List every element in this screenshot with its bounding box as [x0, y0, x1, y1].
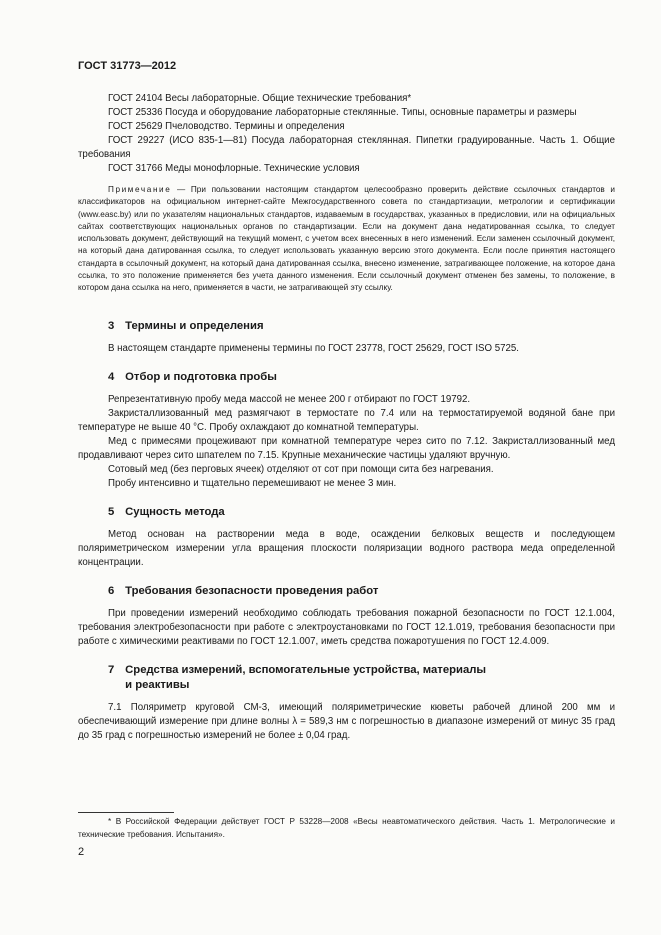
- footnote: * В Российской Федерации действует ГОСТ Р 53228—2008 «Весы неавтоматического действия. Часть 1. Метрологические и технические требования. Испытания».: [78, 817, 615, 839]
- section-6: [78, 584, 615, 649]
- normative-references: [78, 92, 615, 176]
- section-heading: [78, 370, 615, 385]
- paragraph: При проведении измерений необходимо соблюдать требования пожарной безопасности по ГОСТ 12.1.004, требования электробезопасности при работе с электроустановками по ГОСТ 12.1.019, требования безопасности при работе с химическими реактивами по ГОСТ 12.1.007, иметь средства пожаротушения по ГОСТ 12.4.009.: [78, 607, 615, 647]
- footnote-divider: [78, 812, 174, 813]
- section-7: [78, 663, 615, 743]
- section-title-continued: и реактивы: [125, 678, 190, 691]
- section-number: 3: [108, 319, 115, 332]
- section-number: 5: [108, 505, 115, 518]
- reference-item: ГОСТ 31766 Меды монофлорные. Технические условия: [108, 163, 360, 174]
- reference-item: ГОСТ 25629 Пчеловодство. Термины и определения: [108, 121, 345, 132]
- note-paragraph: [78, 184, 615, 295]
- section-5: [78, 505, 615, 570]
- section-4: [78, 370, 615, 491]
- section-title: Средства измерений, вспомогательные устройства, материалы: [125, 663, 487, 676]
- note-label: Примечание: [108, 185, 172, 194]
- paragraph: 7.1 Поляриметр круговой СМ-3, имеющий поляриметрические кюветы рабочей длиной 200 мм и обеспечивающий измерение при длине волны λ = 589,3 нм с погрешностью в диапазоне измерений от минус 35 град до 35 град с погрешностью измерений не более ± 0,04 град.: [78, 701, 615, 741]
- reference-item: ГОСТ 24104 Весы лабораторные. Общие технические требования*: [108, 93, 412, 104]
- reference-item: ГОСТ 29227 (ИСО 835-1—81) Посуда лабораторная стеклянная. Пипетки градуированные. Часть 1. Общие требования: [78, 135, 615, 160]
- section-number: 4: [108, 370, 115, 383]
- note-text: — При пользовании настоящим стандартом целесообразно проверить действие ссылочных стандартов и классификаторов на официальном интернет-сайте Межгосударственного совета по стандартизации, метрологии и сертификации (www.easc.by) или по указателям национальных стандартов, издаваемым в государствах, указанных в предисловии, или на официальных сайтах соответствующих национальных органов по стандартизации. Если на документ дана недатированная ссылка, то следует использовать документ, действующий на текущий момент, с учетом всех внесенных в него изменений. Если заменен ссылочный документ, на который дана датированная ссылка, то следует использовать указанную версию этого документа. Если после принятия настоящего стандарта в ссылочный документ, на который дана датированная ссылка, внесено изменение, затрагивающее положение, на которое дана ссылка, то это положение применяется без учета данного изменения. Если ссылочный документ отменен без замены, то положение, в котором дана ссылка на него, применяется в части, не затрагивающей эту ссылку.: [78, 185, 615, 293]
- section-heading: [78, 584, 615, 599]
- paragraph: Метод основан на растворении меда в воде, осаждении белковых веществ и последующем поляриметрическом измерении угла вращения плоскости поляризации водного раствора меда определенной концентрации.: [78, 528, 615, 568]
- section-number: 6: [108, 584, 115, 597]
- document-header: ГОСТ 31773—2012: [78, 60, 177, 72]
- page-number: 2: [78, 846, 85, 858]
- page-content: [78, 92, 615, 743]
- section-title: Сущность метода: [125, 505, 225, 518]
- paragraph: Мед с примесями процеживают при комнатной температуре через сито по 7.12. Закристаллизованный мед продавливают через сито шпателем по 7.15. Крупные механические частицы удаляют вручную.: [78, 435, 615, 461]
- paragraph: Закристаллизованный мед размягчают в термостате по 7.4 или на термостатируемой водяной бане при температуре не выше 40 °С. Пробу охлаждают до комнатной температуры.: [78, 407, 615, 433]
- section-title: Отбор и подготовка пробы: [125, 370, 277, 383]
- paragraph: Сотовый мед (без перговых ячеек) отделяют от сот при помощи сита без нагревания.: [108, 463, 494, 475]
- section-heading: [78, 663, 615, 693]
- section-number: 7: [108, 663, 115, 676]
- section-heading: [78, 505, 615, 520]
- paragraph: Пробу интенсивно и тщательно перемешивают не менее 3 мин.: [108, 477, 397, 489]
- section-title: Требования безопасности проведения работ: [125, 584, 379, 597]
- section-3: [78, 319, 615, 356]
- paragraph: Репрезентативную пробу меда массой не менее 200 г отбирают по ГОСТ 19792.: [108, 393, 471, 405]
- section-heading: [78, 319, 615, 334]
- reference-item: ГОСТ 25336 Посуда и оборудование лабораторные стеклянные. Типы, основные параметры и размеры: [108, 107, 577, 118]
- section-title: Термины и определения: [125, 319, 264, 332]
- paragraph: В настоящем стандарте применены термины по ГОСТ 23778, ГОСТ 25629, ГОСТ ISO 5725.: [108, 342, 519, 354]
